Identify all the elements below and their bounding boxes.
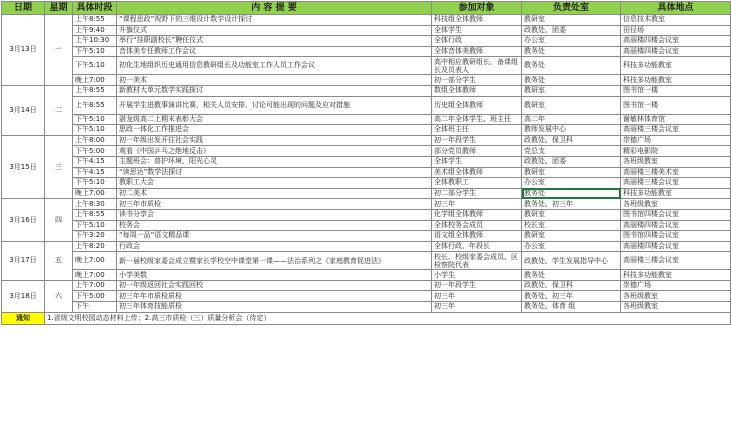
content-cell[interactable]: 开展学生进教事演讲比赛，相关人员安排，讨论可能出现的问题及应对措施 [117, 96, 432, 114]
time-cell[interactable]: 晚上7:00 [73, 188, 117, 199]
dept-cell[interactable]: 教研室 [522, 85, 621, 96]
table-row [2, 36, 731, 47]
dept-cell[interactable]: 教师发展中心 [522, 125, 621, 136]
content-cell[interactable]: 新一届校级家委会成立暨家长学校空中课堂第一课——法治系列之《家庭教育促进法》 [117, 252, 432, 270]
table-row [2, 156, 731, 167]
content-cell[interactable]: 主题班会：普护环境，阳光心灵 [117, 156, 432, 167]
location-cell[interactable]: 高丽楼四楼会议室 [621, 241, 731, 252]
content-cell[interactable]: 湛龙级高二上期末表彰大会 [117, 114, 432, 125]
location-cell[interactable]: 图书馆一楼 [621, 85, 731, 96]
col-header-time[interactable]: 具体时段 [73, 2, 117, 15]
participants-cell[interactable]: 数组全体教师 [432, 85, 522, 96]
location-cell[interactable]: 崇德广场 [621, 280, 731, 291]
weekday-cell[interactable]: 六 [45, 280, 73, 312]
dept-cell[interactable]: 校长室 [522, 220, 621, 231]
time-cell[interactable]: 上午8:55 [73, 96, 117, 114]
time-cell[interactable]: 晚上7:00 [73, 75, 117, 86]
notice-row [2, 312, 731, 324]
notice-label[interactable]: 通知 [2, 312, 45, 324]
table-row [2, 302, 731, 313]
time-cell[interactable]: 下午4:15 [73, 156, 117, 167]
dept-cell[interactable]: 政教处、学生发展指导中心 [522, 252, 621, 270]
time-cell[interactable]: 晚上7:00 [73, 252, 117, 270]
weekday-cell[interactable]: 四 [45, 199, 73, 241]
location-cell[interactable]: 高丽楼三楼会议室 [621, 252, 731, 270]
location-cell[interactable]: 高丽楼四楼会议室 [621, 36, 731, 47]
content-cell[interactable]: 行政会 [117, 241, 432, 252]
date-cell[interactable]: 3月14日 [2, 85, 45, 135]
location-cell[interactable]: 图书馆四楼会议室 [621, 209, 731, 220]
location-cell[interactable]: 崇德广场 [621, 135, 731, 146]
participants-cell[interactable]: 高中相应教研组长、备课组长及员表人 [432, 57, 522, 75]
time-cell[interactable]: 上午7:00 [73, 280, 117, 291]
participants-cell[interactable]: 美术组全体教师 [432, 167, 522, 178]
participants-cell[interactable]: 全体音体美教师 [432, 46, 522, 57]
location-cell[interactable]: 精彩电影院 [621, 146, 731, 157]
dept-cell[interactable]: 教研室 [522, 167, 621, 178]
col-header-location[interactable]: 具体地点 [621, 2, 731, 15]
time-cell[interactable]: 下午5:10 [73, 46, 117, 57]
participants-cell[interactable]: 初三年 [432, 199, 522, 210]
date-cell[interactable]: 3月13日 [2, 15, 45, 86]
time-cell[interactable]: 晚上7:00 [73, 270, 117, 281]
participants-cell[interactable]: 全体班主任 [432, 125, 522, 136]
time-cell[interactable]: 下午5:10 [73, 125, 117, 136]
location-cell[interactable]: 高丽楼三楼美术室 [621, 167, 731, 178]
participants-cell[interactable]: 部分党员教师 [432, 146, 522, 157]
weekday-cell[interactable]: 三 [45, 135, 73, 199]
col-header-dept[interactable]: 负责处室 [522, 2, 621, 15]
time-cell[interactable]: 下午 [73, 302, 117, 313]
location-cell[interactable]: 科技多功能教室 [621, 270, 731, 281]
table-row [2, 209, 731, 220]
participants-cell[interactable]: 全体学生 [432, 25, 522, 36]
time-cell[interactable]: 下午4:15 [73, 167, 117, 178]
location-cell[interactable]: 高丽楼四楼会议室 [621, 46, 731, 57]
content-cell[interactable]: 举行“挂职副校长”聘任仪式 [117, 36, 432, 47]
content-cell[interactable]: 思政一体化工作推进会 [117, 125, 432, 136]
table-row [2, 135, 731, 146]
table-row [2, 280, 731, 291]
participants-cell[interactable]: 校长、校级家委会成员、区检察院代表 [432, 252, 522, 270]
date-cell[interactable]: 3月17日 [2, 241, 45, 280]
table-row [2, 96, 731, 114]
time-cell[interactable]: 上午9:40 [73, 25, 117, 36]
dept-cell[interactable]: 办公室 [522, 178, 621, 189]
header-row [2, 2, 731, 15]
table-row [2, 85, 731, 96]
content-cell[interactable]: 初一年级返回社会实践回校 [117, 280, 432, 291]
dept-cell[interactable]: 教研室 [522, 231, 621, 242]
content-cell[interactable]: 读书分享会 [117, 209, 432, 220]
dept-cell[interactable]: 教务处 [522, 46, 621, 57]
location-cell[interactable]: 各班级教室 [621, 291, 731, 302]
participants-cell[interactable]: 语文组全体教师 [432, 231, 522, 242]
dept-cell[interactable]: 教务处 [522, 57, 621, 75]
dept-cell[interactable]: 办公室 [522, 241, 621, 252]
location-cell[interactable]: 各班级教室 [621, 199, 731, 210]
participants-cell[interactable]: 初一年段学生 [432, 280, 522, 291]
location-cell[interactable]: 谢敏林体育馆 [621, 114, 731, 125]
location-cell[interactable]: 图书馆四楼会议室 [621, 231, 731, 242]
time-cell[interactable]: 上午8:00 [73, 135, 117, 146]
content-cell[interactable]: 初三年市质检 [117, 199, 432, 210]
participants-cell[interactable]: 历史组全体教师 [432, 96, 522, 114]
table-row [2, 291, 731, 302]
dept-cell[interactable]: 政教处、保卫科 [522, 280, 621, 291]
col-header-content[interactable]: 内 容 提 要 [117, 2, 432, 15]
participants-cell[interactable]: 高二年全体学生、班主任 [432, 114, 522, 125]
time-cell[interactable]: 下午5:00 [73, 291, 117, 302]
location-cell[interactable]: 信息技术教室 [621, 15, 731, 26]
content-cell[interactable]: 初一年级出发开往社会实践 [117, 135, 432, 146]
dept-cell[interactable]: 政教处、团委 [522, 156, 621, 167]
location-cell[interactable]: 科技多功能教室 [621, 75, 731, 86]
content-cell[interactable]: 小学美数 [117, 270, 432, 281]
location-cell[interactable]: 高丽楼三楼会议室 [621, 125, 731, 136]
content-cell[interactable]: 初一美术 [117, 75, 432, 86]
table-row [2, 270, 731, 281]
table-row [2, 146, 731, 157]
time-cell[interactable]: 上午8:30 [73, 199, 117, 210]
time-cell[interactable]: 下午3:20 [73, 231, 117, 242]
location-cell[interactable]: 各班级教室 [621, 302, 731, 313]
content-cell[interactable]: “每周一品”语文精品课 [117, 231, 432, 242]
table-row [2, 199, 731, 210]
weekday-cell[interactable]: 二 [45, 85, 73, 135]
weekday-cell[interactable]: 五 [45, 241, 73, 280]
content-cell[interactable]: 校务会 [117, 220, 432, 231]
table-row [2, 241, 731, 252]
participants-cell[interactable]: 全体行政、年段长 [432, 241, 522, 252]
selected-cell[interactable]: 教务处 [522, 188, 621, 199]
participants-cell[interactable]: 初三年 [432, 302, 522, 313]
dept-cell[interactable]: 教研室 [522, 96, 621, 114]
weekday-cell[interactable]: 一 [45, 15, 73, 86]
dept-cell[interactable]: 教研室 [522, 209, 621, 220]
date-cell[interactable]: 3月16日 [2, 199, 45, 241]
location-cell[interactable]: 图书馆一楼 [621, 96, 731, 114]
content-cell[interactable]: 初三年体育技能质检 [117, 302, 432, 313]
date-cell[interactable]: 3月15日 [2, 135, 45, 199]
content-cell[interactable]: 升旗仪式 [117, 25, 432, 36]
content-cell[interactable]: “课程思政”视野下的三维设计数学设计探讨 [117, 15, 432, 26]
table-row [2, 114, 731, 125]
table-row [2, 178, 731, 189]
dept-cell[interactable]: 教务处 [522, 75, 621, 86]
time-cell[interactable]: 上午8:55 [73, 209, 117, 220]
participants-cell[interactable]: 初二部分学生 [432, 188, 522, 199]
participants-cell[interactable]: 小学生 [432, 270, 522, 281]
notice-text[interactable]: 1.省级文明校园动态材料上传；2.高三市质检（三）质量分析会（待定） [45, 312, 731, 324]
location-cell[interactable]: 高丽楼四楼会议室 [621, 220, 731, 231]
time-cell[interactable]: 上午8:55 [73, 85, 117, 96]
table-row [2, 252, 731, 270]
content-cell[interactable]: 初化生地组织历史通用信息教研组长及功能室工作人员工作会议 [117, 57, 432, 75]
location-cell[interactable]: 科技多功能教室 [621, 57, 731, 75]
content-cell[interactable]: 初二美术 [117, 188, 432, 199]
location-cell[interactable]: 田径场 [621, 25, 731, 36]
col-header-participants[interactable]: 参加对象 [432, 2, 522, 15]
content-cell[interactable]: 新教材大单元数学实践探讨 [117, 85, 432, 96]
table-row [2, 46, 731, 57]
participants-cell[interactable]: 初一年段学生 [432, 135, 522, 146]
time-cell[interactable]: 上午8:55 [73, 15, 117, 26]
col-header-date[interactable]: 日期 [2, 2, 45, 15]
dept-cell[interactable]: 政教处、团委 [522, 25, 621, 36]
time-cell[interactable]: 下午5:10 [73, 178, 117, 189]
content-cell[interactable]: 音体美专任教师工作会议 [117, 46, 432, 57]
content-cell[interactable]: “读思达”数学法探讨 [117, 167, 432, 178]
participants-cell[interactable]: 化学组全体教师 [432, 209, 522, 220]
time-cell[interactable]: 下午5:10 [73, 220, 117, 231]
participants-cell[interactable]: 初一部分学生 [432, 75, 522, 86]
weekly-schedule-table [1, 1, 731, 325]
time-cell[interactable]: 下午5:00 [73, 146, 117, 157]
content-cell[interactable]: 观看《中国乒乓之绝地反击》 [117, 146, 432, 157]
location-cell[interactable]: 各班级教室 [621, 156, 731, 167]
dept-cell[interactable]: 教研室 [522, 15, 621, 26]
table-row [2, 15, 731, 26]
table-row [2, 231, 731, 242]
dept-cell[interactable]: 党总支 [522, 146, 621, 157]
table-row [2, 25, 731, 36]
dept-cell[interactable]: 教务处、初三年 [522, 199, 621, 210]
table-row [2, 167, 731, 178]
time-cell[interactable]: 下午5:10 [73, 57, 117, 75]
location-cell[interactable]: 高丽楼三楼会议室 [621, 178, 731, 189]
participants-cell[interactable]: 全体学生 [432, 156, 522, 167]
participants-cell[interactable]: 全体教职工 [432, 178, 522, 189]
col-header-weekday[interactable]: 星期 [45, 2, 73, 15]
dept-cell[interactable]: 教务处 [522, 270, 621, 281]
date-cell[interactable]: 3月18日 [2, 280, 45, 312]
dept-cell[interactable]: 办公室 [522, 36, 621, 47]
dept-cell[interactable]: 教务处、体育 组 [522, 302, 621, 313]
dept-cell[interactable]: 教务处、初三年 [522, 291, 621, 302]
participants-cell[interactable]: 全体行政 [432, 36, 522, 47]
table-row [2, 75, 731, 86]
time-cell[interactable]: 上午8:20 [73, 241, 117, 252]
table-row [2, 188, 731, 199]
table-row [2, 125, 731, 136]
participants-cell[interactable]: 初三年 [432, 291, 522, 302]
content-cell[interactable]: 初三年年市质检质检 [117, 291, 432, 302]
content-cell[interactable]: 教职工大会 [117, 178, 432, 189]
time-cell[interactable]: 下午5:10 [73, 114, 117, 125]
table-row [2, 57, 731, 75]
dept-cell[interactable]: 高二年 [522, 114, 621, 125]
participants-cell[interactable]: 全体校务会成员 [432, 220, 522, 231]
location-cell[interactable]: 科技多功能教室 [621, 188, 731, 199]
dept-cell[interactable]: 政教处、保卫科 [522, 135, 621, 146]
table-row [2, 220, 731, 231]
time-cell[interactable]: 上午10:30 [73, 36, 117, 47]
participants-cell[interactable]: 科技组全体教师 [432, 15, 522, 26]
